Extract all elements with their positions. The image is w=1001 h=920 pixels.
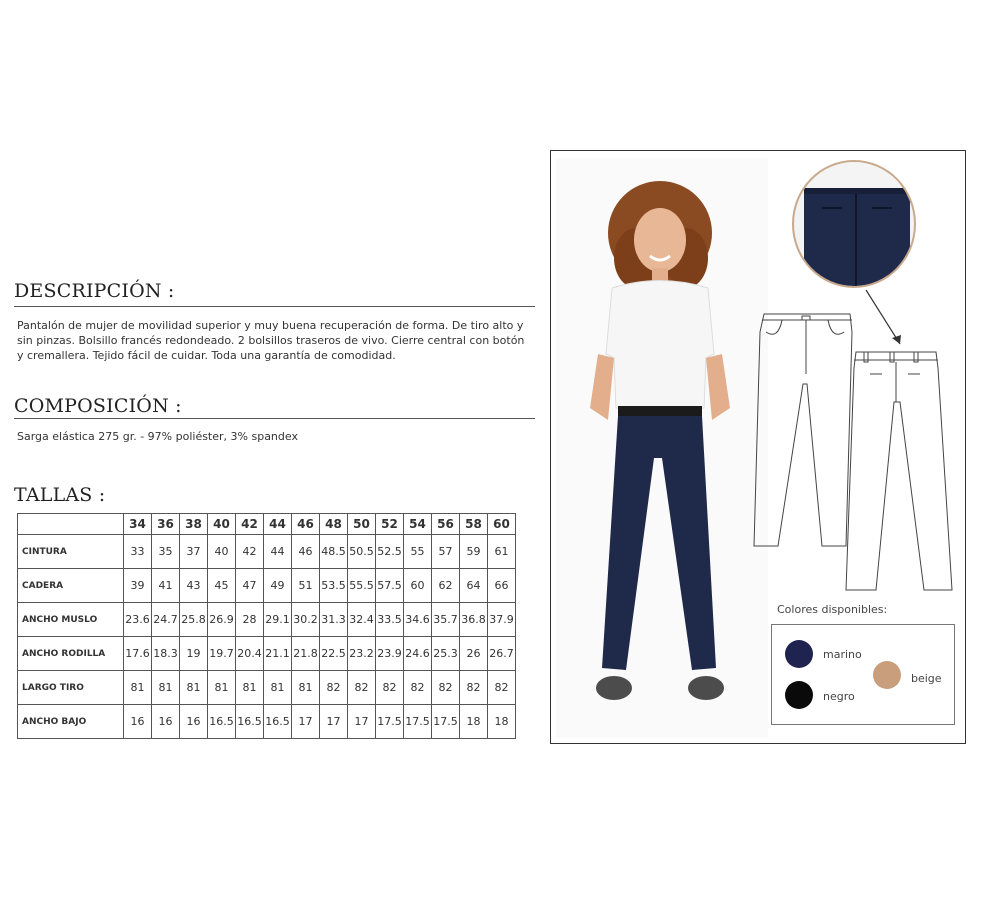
table-cell: 42	[236, 535, 264, 569]
table-cell: 81	[208, 671, 236, 705]
row-label: ANCHO MUSLO	[18, 603, 124, 637]
composicion-text: Sarga elástica 275 gr. - 97% poliéster, 3% spandex	[17, 430, 298, 443]
table-cell: 16.5	[264, 705, 292, 739]
table-row	[18, 637, 516, 671]
table-cell: 39	[124, 569, 152, 603]
table-cell: 17	[320, 705, 348, 739]
table-cell: 66	[488, 569, 516, 603]
size-header-cell: 58	[460, 514, 488, 535]
table-cell: 35.7	[432, 603, 460, 637]
table-cell: 16.5	[208, 705, 236, 739]
table-row	[18, 535, 516, 569]
tallas-heading: TALLAS :	[14, 484, 106, 506]
descripcion-divider	[14, 306, 535, 307]
table-cell: 51	[292, 569, 320, 603]
table-cell: 55.5	[348, 569, 376, 603]
table-cell: 60	[404, 569, 432, 603]
table-cell: 17.6	[124, 637, 152, 671]
table-cell: 81	[180, 671, 208, 705]
technical-drawing	[748, 284, 958, 596]
back-detail-image	[792, 160, 916, 288]
table-cell: 20.4	[236, 637, 264, 671]
table-cell: 18.3	[152, 637, 180, 671]
table-cell: 17	[292, 705, 320, 739]
size-header-cell: 38	[180, 514, 208, 535]
size-header-cell: 44	[264, 514, 292, 535]
table-cell: 29.1	[264, 603, 292, 637]
composicion-heading: COMPOSICIÓN :	[14, 395, 182, 417]
table-row	[18, 671, 516, 705]
table-cell: 53.5	[320, 569, 348, 603]
table-cell: 82	[432, 671, 460, 705]
size-header-cell: 42	[236, 514, 264, 535]
size-header-cell: 48	[320, 514, 348, 535]
table-cell: 52.5	[376, 535, 404, 569]
table-cell: 23.2	[348, 637, 376, 671]
swatch-negro	[785, 681, 813, 709]
table-cell: 82	[348, 671, 376, 705]
table-cell: 21.1	[264, 637, 292, 671]
row-label: ANCHO BAJO	[18, 705, 124, 739]
table-cell: 50.5	[348, 535, 376, 569]
model-photo	[556, 158, 768, 738]
row-label: ANCHO RODILLA	[18, 637, 124, 671]
table-cell: 81	[152, 671, 180, 705]
swatch-label-beige: beige	[911, 672, 942, 685]
swatch-label-negro: negro	[823, 690, 855, 703]
swatch-beige	[873, 661, 901, 689]
descripcion-heading: DESCRIPCIÓN :	[14, 280, 175, 302]
table-cell: 57.5	[376, 569, 404, 603]
table-cell: 81	[236, 671, 264, 705]
table-cell: 25.8	[180, 603, 208, 637]
size-header-cell: 52	[376, 514, 404, 535]
table-cell: 81	[124, 671, 152, 705]
size-header-cell: 54	[404, 514, 432, 535]
size-header-cell: 60	[488, 514, 516, 535]
table-cell: 82	[320, 671, 348, 705]
table-cell: 61	[488, 535, 516, 569]
table-cell: 46	[292, 535, 320, 569]
table-cell: 40	[208, 535, 236, 569]
table-cell: 57	[432, 535, 460, 569]
table-cell: 59	[460, 535, 488, 569]
table-row	[18, 705, 516, 739]
table-cell: 23.9	[376, 637, 404, 671]
table-cell: 81	[264, 671, 292, 705]
table-cell: 34.6	[404, 603, 432, 637]
size-table	[17, 513, 516, 739]
table-cell: 48.5	[320, 535, 348, 569]
table-cell: 16	[180, 705, 208, 739]
table-cell: 28	[236, 603, 264, 637]
table-cell: 26.9	[208, 603, 236, 637]
table-cell: 49	[264, 569, 292, 603]
table-cell: 24.7	[152, 603, 180, 637]
table-cell: 33	[124, 535, 152, 569]
table-cell: 21.8	[292, 637, 320, 671]
table-cell: 64	[460, 569, 488, 603]
model-figure	[556, 158, 768, 738]
table-cell: 32.4	[348, 603, 376, 637]
row-label: CADERA	[18, 569, 124, 603]
table-cell: 17	[348, 705, 376, 739]
table-cell: 26.7	[488, 637, 516, 671]
table-cell: 82	[460, 671, 488, 705]
table-cell: 26	[460, 637, 488, 671]
table-row	[18, 569, 516, 603]
table-cell: 22.5	[320, 637, 348, 671]
table-cell: 16	[152, 705, 180, 739]
table-cell: 41	[152, 569, 180, 603]
table-cell: 24.6	[404, 637, 432, 671]
table-cell: 17.5	[404, 705, 432, 739]
table-cell: 31.3	[320, 603, 348, 637]
table-row	[18, 603, 516, 637]
table-cell: 37.9	[488, 603, 516, 637]
row-label: LARGO TIRO	[18, 671, 124, 705]
table-cell: 43	[180, 569, 208, 603]
table-cell: 19	[180, 637, 208, 671]
size-header-cell: 36	[152, 514, 180, 535]
table-cell: 36.8	[460, 603, 488, 637]
table-cell: 16.5	[236, 705, 264, 739]
table-cell: 25.3	[432, 637, 460, 671]
descripcion-text: Pantalón de mujer de movilidad superior y muy buena recuperación de forma. De tiro alto y sin pinzas. Bolsillo francés redondeado. 2 bolsillos traseros de vivo. Cierre central con botón y cremallera. Tejido fácil de cuidar. Toda una garantía de comodidad.	[17, 319, 525, 362]
table-cell: 81	[292, 671, 320, 705]
table-cell: 82	[488, 671, 516, 705]
table-cell: 16	[124, 705, 152, 739]
size-header-cell: 40	[208, 514, 236, 535]
table-cell: 35	[152, 535, 180, 569]
size-header-cell: 50	[348, 514, 376, 535]
table-cell: 37	[180, 535, 208, 569]
table-cell: 45	[208, 569, 236, 603]
table-cell: 33.5	[376, 603, 404, 637]
size-header-cell: 34	[124, 514, 152, 535]
table-cell: 18	[488, 705, 516, 739]
size-header-row	[18, 514, 516, 535]
table-cell: 82	[404, 671, 432, 705]
colors-title: Colores disponibles:	[777, 603, 888, 616]
table-cell: 82	[376, 671, 404, 705]
table-cell: 23.6	[124, 603, 152, 637]
table-cell: 62	[432, 569, 460, 603]
table-cell: 30.2	[292, 603, 320, 637]
swatch-label-marino: marino	[823, 648, 862, 661]
table-cell: 17.5	[376, 705, 404, 739]
table-cell: 17.5	[432, 705, 460, 739]
composicion-divider	[14, 418, 535, 419]
table-corner	[18, 514, 124, 535]
size-header-cell: 46	[292, 514, 320, 535]
row-label: CINTURA	[18, 535, 124, 569]
table-cell: 55	[404, 535, 432, 569]
table-cell: 47	[236, 569, 264, 603]
swatch-marino	[785, 640, 813, 668]
size-header-cell: 56	[432, 514, 460, 535]
table-cell: 19.7	[208, 637, 236, 671]
table-cell: 44	[264, 535, 292, 569]
table-cell: 18	[460, 705, 488, 739]
